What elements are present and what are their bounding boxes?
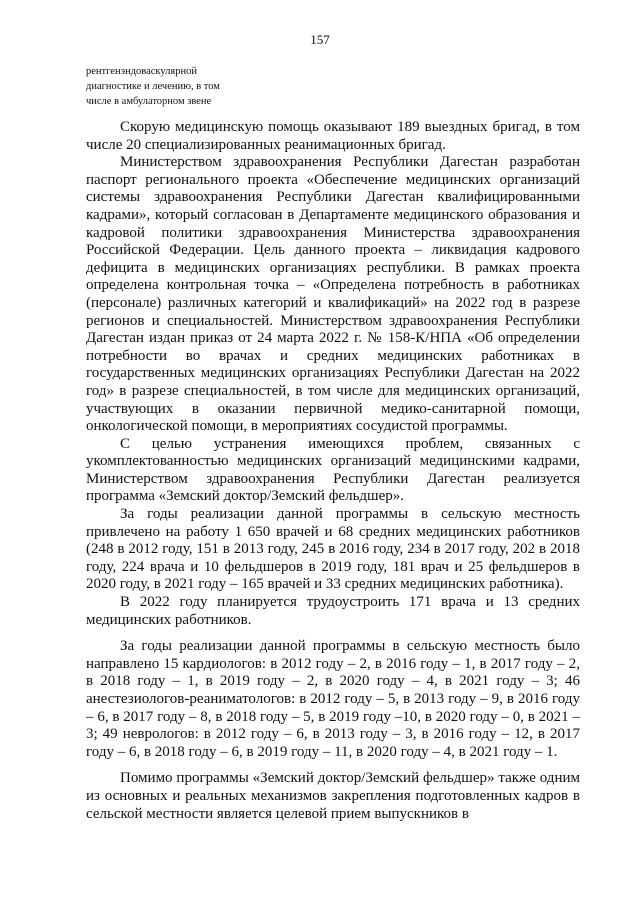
side-note-line: диагностике и лечению, в том (86, 81, 220, 92)
paragraph: За годы реализации данной программы в сельскую местность было направлено 15 кардиологов: в 2012 году – 2, в 2016 году – 1, в 2017 году – 2, в 2018 году – 1, в 2019 году – 2, в 2020 году – 4, в 2021 году – 3; 46 анестезиологов-реаниматологов: в 2012 году – 5, в 2013 году – 9, в 2016 году – 6, в 2017 году – 8, в 2018 году – 5, в 2019 году –10, в 2020 году – 0, в 2021 – 3; 49 неврологов: в 2012 году – 6, в 2013 году – 3, в 2016 году – 12, в 2017 году – 6, в 2018 году – 6, в 2019 году – 11, в 2020 году – 4, в 2021 году – 1. (86, 638, 580, 760)
paragraph: С целью устранения имеющихся проблем, связанных с укомплектованностью медицинских организаций медицинскими кадрами, Министерством здравоохранения Республики Дагестан реализуется программа «Земский доктор/Земский фельдшер». (86, 435, 580, 505)
side-note-line: числе в амбулаторном звене (86, 96, 212, 107)
side-note-line: рентгенэндоваскулярной (86, 66, 197, 77)
paragraph: Скорую медицинскую помощь оказывают 189 выездных бригад, в том числе 20 специализированных реанимационных бригад. (86, 119, 580, 153)
side-note (86, 64, 286, 109)
paragraph: В 2022 году планируется трудоустроить 171 врача и 13 средних медицинских работников. (86, 594, 580, 628)
body-text (86, 119, 580, 823)
paragraph: Министерством здравоохранения Республики Дагестан разработан паспорт регионального проекта «Обеспечение медицинских организаций системы здравоохранения Республики Дагестан квалифицированными кадрами», который согласован в Департаменте медицинского образования и кадровой политики здравоохранения Министерства здравоохранения Российской Федерации. Цель данного проекта – ликвидация кадрового дефицита в медицинских организациях республики. В рамках проекта определена контрольная точка – «Определена потребность в работниках (персонале) различных категорий и квалификаций» на 2022 год в разрезе регионов и специальностей. Министерством здравоохранения Республики Дагестан издан приказ от 24 марта 2022 г. № 158-К/НПА «Об определении потребности во врачах и средних медицинских работниках в государственных медицинских организациях Республики Дагестан на 2022 год» в разрезе специальностей, в том числе для медицинских организаций, участвующих в оказании первичной медико-санитарной помощи, онкологической помощи, в мероприятиях сосудистой программы. (86, 154, 580, 435)
paragraph: За годы реализации данной программы в сельскую местность привлечено на работу 1 650 врачей и 68 средних медицинских работников (248 в 2012 году, 151 в 2013 году, 245 в 2016 году, 234 в 2017 году, 202 в 2018 году, 224 врача и 10 фельдшеров в 2019 году, 181 врач и 25 фельдшеров в 2020 году, в 2021 году – 165 врачей и 33 средних медицинских работника). (86, 506, 580, 593)
page-number: 157 (310, 32, 330, 47)
paragraph: Помимо программы «Земский доктор/Земский фельдшер» также одним из основных и реальных механизмов закрепления подготовленных кадров в сельской местности является целевой прием выпускников в (86, 770, 580, 822)
